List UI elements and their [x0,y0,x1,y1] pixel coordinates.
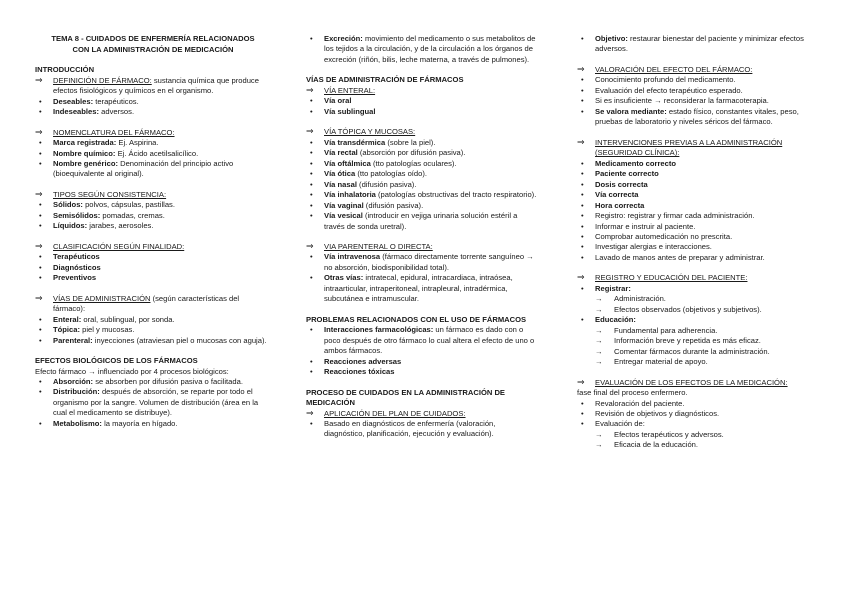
aplicacion-label: APLICACIÓN DEL PLAN DE CUIDADOS: [324,408,466,418]
parenteral-list [306,252,538,304]
list-item: → Efectos terapéuticos y adversos. [577,430,817,440]
vias-list [35,315,271,346]
educacion-list [577,315,817,325]
double-arrow-icon: ⇒ [577,272,585,283]
efectos-list [35,377,271,429]
def-subheading [35,76,271,97]
double-arrow-icon: ⇒ [306,84,314,95]
double-arrow-icon: ⇒ [577,376,585,387]
column-3 [577,34,817,451]
evaluacion-sublist [577,430,817,451]
proceso-heading: PROCESO DE CUIDADOS EN LA ADMINISTRACIÓN DE MEDICACIÓN [306,387,505,408]
list-item: • Tópica: piel y mucosas. [35,325,271,335]
list-item: • Absorción: se absorben por difusión pasiva o facilitada. [35,377,271,387]
topica-list [306,138,538,232]
list-item: • Vía intravenosa (fármaco directamente torrente sanguíneo → no absorción, biodisponibilidad total). [306,252,538,273]
evaluacion-text: fase final del proceso enfermero. [577,388,688,398]
intervenciones-label: INTERVENCIONES PREVIAS A LA ADMINISTRACIÓN (SEGURIDAD CLÍNICA): [595,137,783,158]
list-item: • Vía transdérmica (sobre la piel). [306,138,538,148]
list-item: • Conocimiento profundo del medicamento. [577,75,817,85]
list-item: • Educación: [577,315,817,325]
list-item: • Marca registrada: Ej. Aspirina. [35,138,271,148]
list-item: • Nombre genérico: Denominación del principio activo (bioequivalente al original). [35,159,271,180]
registro-label: REGISTRO Y EDUCACIÓN DEL PACIENTE: [595,273,748,283]
def-list [35,97,271,118]
document-title [35,34,271,55]
list-item: • Vía rectal (absorción por difusión pasiva). [306,148,538,158]
list-item: • Reacciones adversas [306,357,538,367]
list-item: • Distribución: después de absorción, se reparte por todo el organismo por la sangre. Volumen de distribución (área en la cual el medicamento se distribuye). [35,387,271,418]
title-line-1: TEMA 8 - CUIDADOS DE ENFERMERÍA RELACIONADOS [51,34,255,43]
tipos-subheading [35,190,271,200]
title-line-2: CON LA ADMINISTRACIÓN DE MEDICACIÓN [72,44,234,54]
list-item: • Vía oral [306,96,538,106]
valoracion-label: VALORACIÓN DEL EFECTO DEL FÁRMACO: [595,64,753,74]
tipos-list [35,200,271,231]
list-item: • Indeseables: adversos. [35,107,271,117]
list-item: • Vía vaginal (difusión pasiva). [306,201,538,211]
double-arrow-icon: ⇒ [306,126,314,137]
list-item: • Basado en diagnósticos de enfermería (valoración, diagnóstico, planificación, ejecución y evaluación). [306,419,538,440]
list-item: • Investigar alergias e interacciones. [577,242,817,252]
enteral-label: VÍA ENTERAL: [324,85,376,95]
list-item: → Fundamental para adherencia. [577,326,817,336]
list-item: → Entregar material de apoyo. [577,357,817,367]
list-item: • Interacciones farmacológicas: un fármaco es dado con o poco después de otro fármaco lo cual altera el efecto de uno o ambos fármacos. [306,325,538,356]
list-item: → Administración. [577,294,817,304]
list-item: • Preventivos [35,273,271,283]
evaluacion-list [577,399,817,430]
list-item: • Vía ótica (tto patologías oído). [306,169,538,179]
list-item: • Semisólidos: pomadas, cremas. [35,211,271,221]
list-item: • Vía nasal (difusión pasiva). [306,180,538,190]
double-arrow-icon: ⇒ [35,188,43,199]
list-item: • Deseables: terapéuticos. [35,97,271,107]
enteral-list [306,96,538,117]
registro-list [577,284,817,294]
double-arrow-icon: ⇒ [35,240,43,251]
objetivo-list [577,34,817,55]
list-item: → Comentar fármacos durante la administración. [577,347,817,357]
vias-subheading [35,294,271,315]
nomen-subheading [35,128,271,138]
list-item: • Medicamento correcto [577,159,817,169]
list-item: • Lavado de manos antes de preparar y administrar. [577,253,817,263]
double-arrow-icon: ⇒ [306,240,314,251]
list-item: • Nombre químico: Ej. Ácido acetilsalicílico. [35,149,271,159]
list-item: • Vía inhalatoria (patologías obstructivas del tracto respiratorio). [306,190,538,200]
def-label: DEFINICIÓN DE FÁRMACO: [53,75,152,85]
list-item: • Evaluación del efecto terapéutico esperado. [577,86,817,96]
clasif-list [35,252,271,283]
list-item: • Informar e instruir al paciente. [577,222,817,232]
list-item: • Metabolismo: la mayoría en hígado. [35,419,271,429]
list-item: • Vía correcta [577,190,817,200]
list-item: • Hora correcta [577,201,817,211]
list-item: • Vía sublingual [306,107,538,117]
vias-label: VÍAS DE ADMINISTRACIÓN [53,293,151,303]
double-arrow-icon: ⇒ [306,407,314,418]
clasif-subheading [35,242,271,252]
intro-heading: INTRODUCCIÓN [35,65,95,75]
vias-text: (según características del fármaco): [53,293,240,314]
evaluacion-subheading [577,378,817,388]
list-item: • Vía oftálmica (tto patologías oculares). [306,159,538,169]
double-arrow-icon: ⇒ [35,292,43,303]
intervenciones-list [577,159,817,264]
column-2 [306,34,538,440]
vias-heading: VÍAS DE ADMINISTRACIÓN DE FÁRMACOS [306,75,464,85]
list-item: → Información breve y repetida es más eficaz. [577,336,817,346]
list-item: • Parenteral: inyecciones (atraviesan piel o mucosas con aguja). [35,336,271,346]
column-1 [35,34,271,429]
def-text: sustancia química que produce efectos fisiológicos y químicos en el organismo. [53,75,259,96]
double-arrow-icon: ⇒ [577,63,585,74]
list-item: • Revisión de objetivos y diagnósticos. [577,409,817,419]
tipos-label: TIPOS SEGÚN CONSISTENCIA: [53,189,167,199]
parenteral-subheading [306,242,538,252]
problemas-heading: PROBLEMAS RELACIONADOS CON EL USO DE FÁRMACOS [306,314,527,324]
list-item: • Enteral: oral, sublingual, por sonda. [35,315,271,325]
list-item: • Si es insuficiente → reconsiderar la farmacoterapia. [577,96,817,106]
list-item: • Registrar: [577,284,817,294]
list-item: • Diagnósticos [35,263,271,273]
list-item: • Revaloración del paciente. [577,399,817,409]
topica-subheading [306,127,538,137]
double-arrow-icon: ⇒ [577,136,585,147]
list-item: • Reacciones tóxicas [306,367,538,377]
evaluacion-label: EVALUACIÓN DE LOS EFECTOS DE LA MEDICACIÓN: [595,377,788,387]
list-item: • Excreción: movimiento del medicamento o sus metabolitos de los tejidos a la circulación, y de la circulación a los órganos de excreción (riñón, bilis, leche materna, a través de pulmones). [306,34,538,65]
list-item: • Se valora mediante: estado físico, constantes vitales, peso, pruebas de laboratorio y niveles séricos del fármaco. [577,107,817,128]
valoracion-subheading [577,65,817,75]
intervenciones-subheading [577,138,817,159]
registro-subheading [577,273,817,283]
registrar-sublist [577,294,817,315]
list-item: • Comprobar automedicación no prescrita. [577,232,817,242]
efectos-intro: Efecto fármaco → influenciado por 4 procesos biológicos: [35,366,229,376]
clasif-label: CLASIFICACIÓN SEGÚN FINALIDAD: [53,241,185,251]
nomen-list [35,138,271,180]
list-item: • Terapéuticos [35,252,271,262]
double-arrow-icon: ⇒ [35,74,43,85]
list-item: • Vía vesical (introducir en vejiga urinaria solución estéril a través de sonda uretral). [306,211,538,232]
nomen-label: NOMENCLATURA DEL FÁRMACO: [53,127,175,137]
list-item: • Otras vías: intratecal, epidural, intracardiaca, intraósea, intraarticular, intraperitoneal, intrapleural, intradérmica, subcutánea e intramuscular. [306,273,538,304]
list-item: • Sólidos: polvos, cápsulas, pastillas. [35,200,271,210]
double-arrow-icon: ⇒ [35,126,43,137]
excrecion-list [306,34,538,65]
list-item: • Paciente correcto [577,169,817,179]
problemas-list [306,325,538,377]
valoracion-list [577,75,817,127]
educacion-sublist [577,326,817,368]
topica-label: VÍA TÓPICA Y MUCOSAS: [324,127,416,137]
aplicacion-subheading [306,409,538,419]
list-item: • Evaluación de: [577,419,817,429]
list-item: • Líquidos: jarabes, aerosoles. [35,221,271,231]
list-item: → Eficacia de la educación. [577,440,817,450]
efectos-heading: EFECTOS BIOLÓGICOS DE LOS FÁRMACOS [35,356,198,366]
enteral-subheading [306,86,538,96]
list-item: → Efectos observados (objetivos y subjetivos). [577,305,817,315]
parenteral-label: VIA PARENTERAL O DIRECTA: [324,241,433,251]
list-item: • Dosis correcta [577,180,817,190]
list-item: • Registro: registrar y firmar cada administración. [577,211,817,221]
aplicacion-list [306,419,538,440]
list-item: • Objetivo: restaurar bienestar del paciente y minimizar efectos adversos. [577,34,817,55]
